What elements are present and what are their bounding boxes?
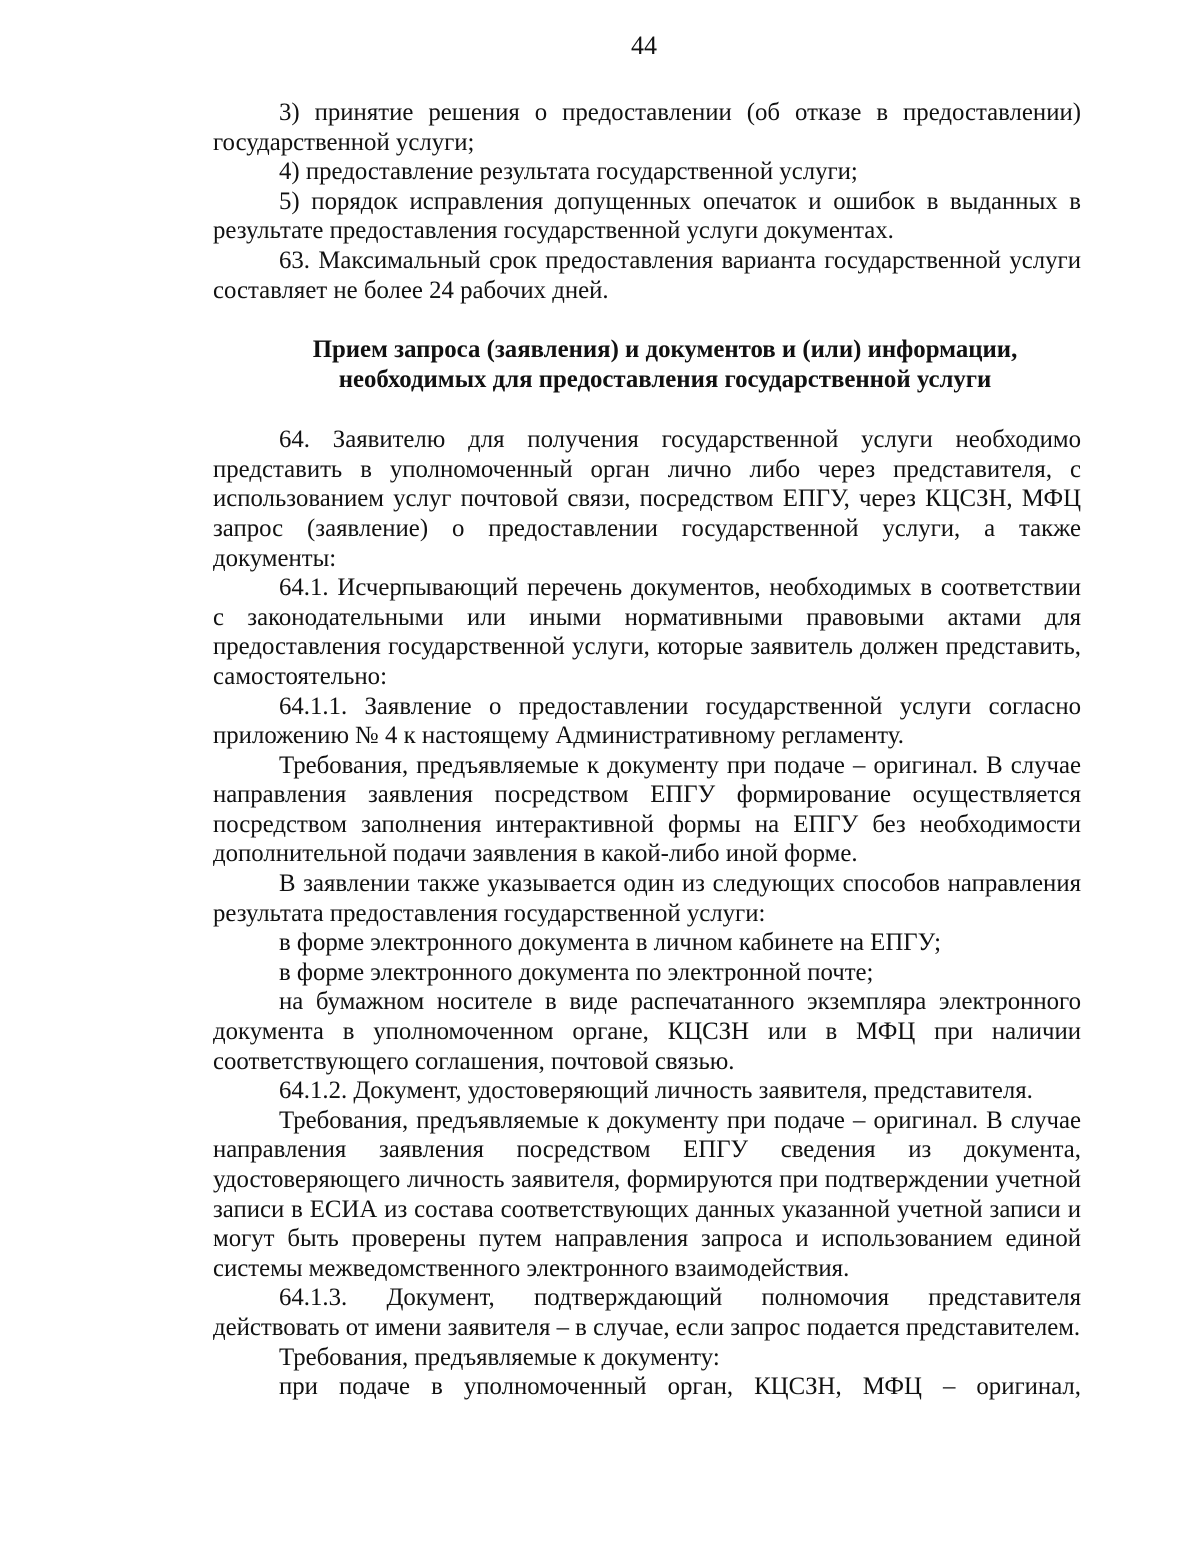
page-number: 44: [631, 31, 657, 60]
paragraph-delivery-methods: В заявлении также указывается один из следующих способов направления результата предоставления государственной услуги:: [213, 870, 1081, 927]
paragraph-requirements-1: Требования, предъявляемые к документу при подаче – оригинал. В случае направления заявления посредством ЕПГУ формирование осуществляется посредством заполнения интерактивной формы на ЕПГУ без необходимости дополнительной подачи заявления в какой-либо иной форме.: [213, 751, 1081, 868]
section-heading-line-1: Прием запроса (заявления) и документов и (или) информации,: [312, 336, 1018, 364]
paragraph-item-4: 4) предоставление результата государственной услуги;: [279, 158, 858, 186]
paragraph-63: 63. Максимальный срок предоставления варианта государственной услуги составляет не более 24 рабочих дней.: [213, 246, 1081, 304]
paragraph-64-1-1: 64.1.1. Заявление о предоставлении государственной услуги согласно приложению № 4 к настоящему Административному регламенту.: [213, 692, 1081, 750]
paragraph-64-1: 64.1. Исчерпывающий перечень документов, необходимых в соответствии с законодательными или иными нормативными правовыми актами для предоставления государственной услуги, которые заявитель должен представить, самостоятельно:: [213, 574, 1081, 690]
paragraph-submission: при подаче в уполномоченный орган, КЦСЗН, МФЦ – оригинал,: [279, 1373, 1081, 1401]
paragraph-64-1-2: 64.1.2. Документ, удостоверяющий личность заявителя, представителя.: [279, 1077, 1033, 1105]
document-body: [213, 98, 1081, 1402]
paragraph-item-5: 5) порядок исправления допущенных опечаток и ошибок в выданных в результате предоставления государственной услуги документах.: [213, 187, 1081, 245]
paragraph-requirements-2: Требования, предъявляемые к документу при подаче – оригинал. В случае направления заявления посредством ЕПГУ сведения из документа, удостоверяющего личность заявителя, формируются при подтверждении учетной записи в ЕСИА из состава соответствующих данных указанной учетной записи и могут быть проверены путем направления запроса и использованием единой системы межведомственного электронного взаимодействия.: [213, 1106, 1081, 1282]
section-heading-line-2: необходимых для предоставления государственной услуги: [338, 366, 992, 394]
paragraph-requirements-3: Требования, предъявляемые к документу:: [279, 1343, 720, 1371]
section-heading: [213, 335, 1081, 395]
list-item-paper: на бумажном носителе в виде распечатанного экземпляра электронного документа в уполномоченном органе, КЦСЗН или в МФЦ при наличии соответствующего соглашения, почтовой связью.: [213, 988, 1081, 1075]
paragraph-64-1-3: 64.1.3. Документ, подтверждающий полномочия представителя действовать от имени заявителя – в случае, если запрос подается представителем.: [213, 1284, 1081, 1341]
list-item-email: в форме электронного документа по электронной почте;: [279, 958, 874, 986]
paragraph-item-3: 3) принятие решения о предоставлении (об отказе в предоставлении) государственной услуги;: [213, 99, 1081, 156]
list-item-epgu-cabinet: в форме электронного документа в личном кабинете на ЕПГУ;: [279, 929, 942, 957]
paragraph-64: 64. Заявителю для получения государственной услуги необходимо представить в уполномоченный орган лично либо через представителя, с использованием услуг почтовой связи, посредством ЕПГУ, через КЦСЗН, МФЦ запрос (заявление) о предоставлении государственной услуги, а также документы:: [213, 426, 1081, 572]
